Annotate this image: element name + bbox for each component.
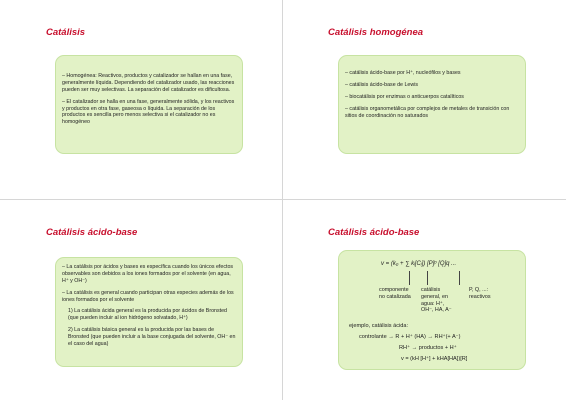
paragraph: – El catalizador se halla en una fase, generalmente sólida, y los reactivos y productos en otra fase, gaseosa o líquida. La separación de los productos es sencilla pero menos selectiva si el catalizador no es homogéneo [62,98,235,126]
paragraph: 1) La catálisis ácida general es la producida por ácidos de Bronsted (que pueden incluir al ion hidrógeno solvatado, H⁺) [68,308,228,322]
slide-title: Catálisis ácido-base [328,227,420,238]
content-box [338,55,526,154]
paragraph: – Homogénea: Reactivos, productos y catalizador se hallan en una fase, generalmente líquida. Dependiendo del catalizador usado, las reacciones pueden ser muy selectivas. La separación del catalizador es dificultosa. [62,73,235,93]
example-line: RH⁺ → productos + H⁺ [399,345,457,351]
paragraph: – catálisis organometálica por complejos de metales de transición con sitios de coordinación no saturados [345,105,510,119]
paragraph: – catálisis ácido-base por H⁺, nucleófilos y bases [345,70,461,76]
slide-catalisis [0,0,282,199]
slide-catalisis-acido-base-2 [283,200,565,399]
slide-catalisis-acido-base [0,200,282,399]
rate-formula: v = (k₀ + ∑ kᵢ[Cᵢ]) [P]ᵖ [Q]q ... [381,261,457,267]
paragraph: 2) La catálisis básica general es la producida por las bases de Bronsted (que pueden incluir a la base conjugada del solvente, OH⁻ en el caso del agua) [68,327,236,347]
slide-title: Catálisis ácido-base [46,227,138,238]
content-box [338,250,526,370]
content-box [55,257,243,367]
label-general-catalysis: catálisis general, en agua: H⁺, OH⁻, HA, A⁻ [421,287,452,314]
example-line: v = (kH [H⁺] + kHA[HA])[R] [401,356,468,362]
arrow-left [409,271,410,285]
paragraph: – catálisis ácido-base de Lewis [345,81,419,88]
slide-title: Catálisis [46,27,86,38]
slide-catalisis-homogenea [283,0,565,199]
example-title: ejemplo, catálisis ácida: [349,323,409,329]
example-line: controlante → R + H⁺ (HA) → RH⁺(+ A⁻) [359,334,461,340]
paragraph: – La catálisis por ácidos y bases es específica cuando los únicos efectos observables son debidos a los iones formados por el solvente (en agua, H⁺ y OH⁻) [62,264,234,284]
arrow-middle [427,271,428,285]
arrow-right [459,271,460,285]
paragraph: – La catálisis es general cuando participan otras especies además de los iones formados por el solvente [62,289,234,303]
label-uncatalyzed: componente no catalizada [379,287,411,300]
slide-title: Catálisis homogénea [328,27,424,38]
paragraph: – biocatálisis por enzimas o anticuerpos catalíticos [345,93,464,100]
label-reactants: P, Q, ...: reactivos [469,287,491,300]
content-box [55,55,243,154]
